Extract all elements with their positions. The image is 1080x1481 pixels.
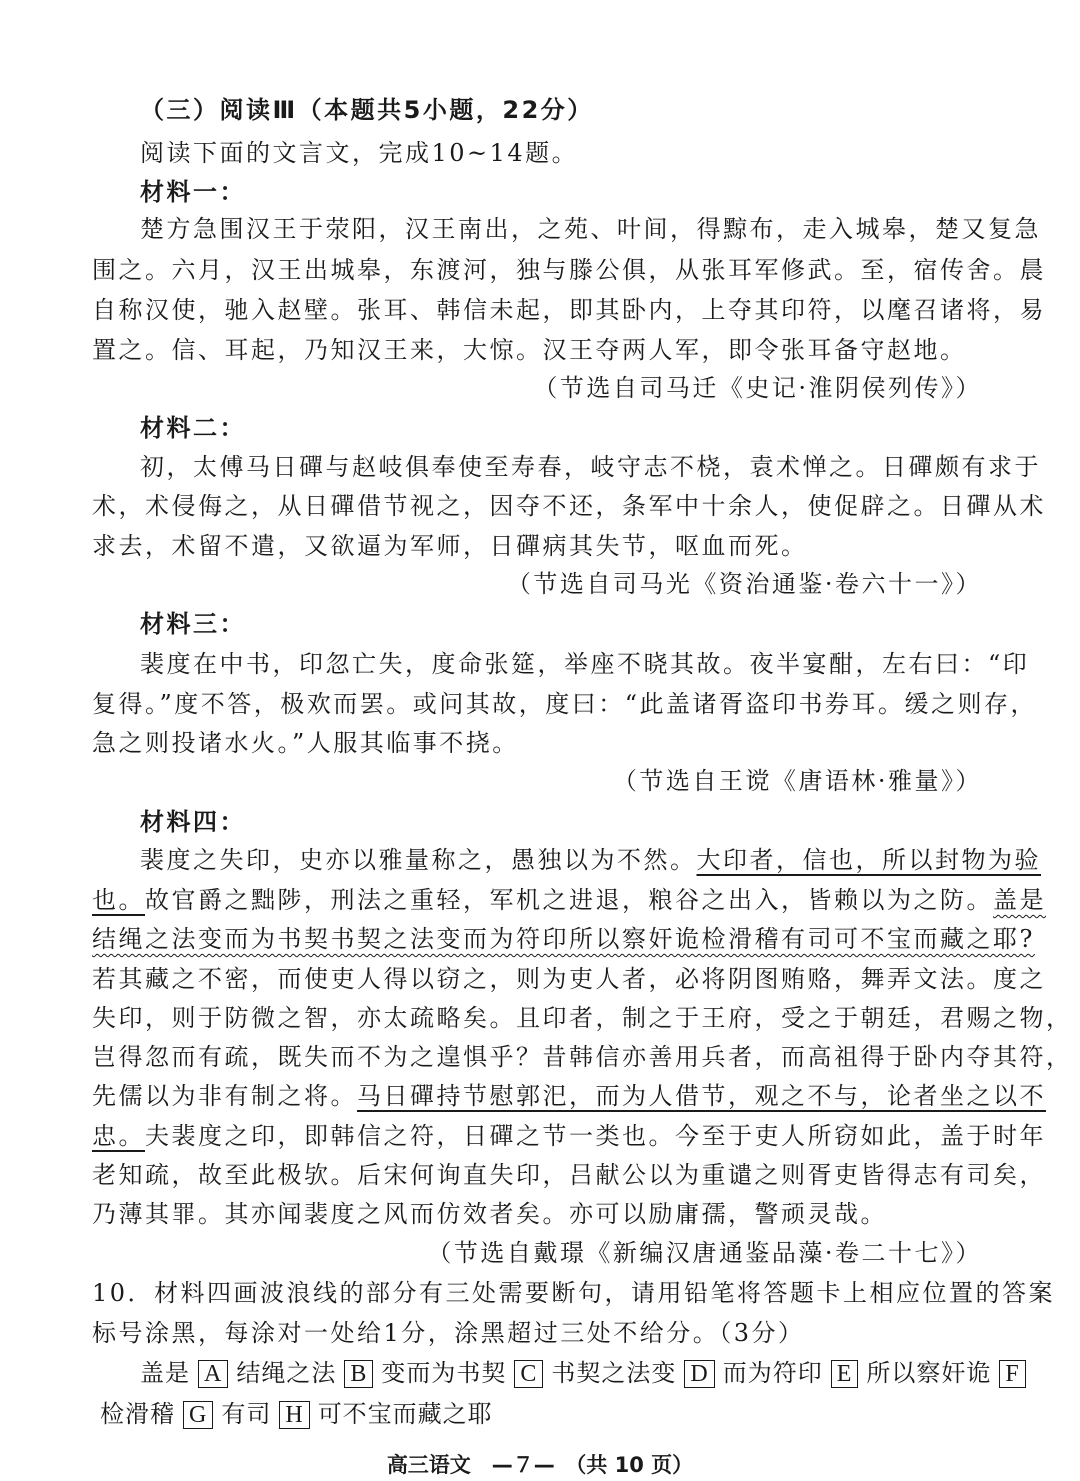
material-4-source: （节选自戴璟《新编汉唐通鉴品藻·卷二十七》） — [427, 1239, 982, 1267]
answer-option-c[interactable]: C — [514, 1360, 543, 1388]
wavy-passage: 结绳之法变而为书契书契之法变而为符印所以察奸诡检滑稽有司可不宝而藏之耶? — [92, 925, 1035, 953]
answer-segment: 变而为书契 — [381, 1359, 507, 1387]
page-footer: 高三语文 —７— （共 10 页） — [386, 1453, 694, 1477]
answer-segment: 盖是 — [140, 1359, 190, 1387]
answer-row — [100, 1398, 493, 1430]
answer-segment: 所以察奸诡 — [866, 1359, 992, 1387]
material-3-source: （节选自王谠《唐语林·雅量》） — [612, 767, 982, 795]
answer-option-h[interactable]: H — [279, 1401, 309, 1429]
material-1-source: （节选自司马迁《史记·淮阴侯列传》） — [533, 374, 982, 402]
material-4-line — [92, 1120, 1046, 1152]
material-4-line: 若其藏之不密，而使吏人得以窃之，则为吏人者，必将阴图贿赂，舞弄文法。度之 — [92, 965, 1046, 993]
material-3-line: 裴度在中书，印忽亡失，度命张筵，举座不晓其故。夜半宴酣，左右曰：“印 — [140, 650, 1030, 678]
material-1-line: 楚方急围汉王于荥阳，汉王南出，之苑、叶间，得黥布，走入城皋，楚又复急 — [140, 215, 1041, 243]
material-4-line — [140, 844, 1041, 876]
answer-segment: 有司 — [221, 1400, 272, 1428]
material-4-line — [92, 884, 1046, 916]
question-10-cont: 标号涂黑，每涂对一处给1分，涂黑超过三处不给分。（3分） — [92, 1319, 805, 1347]
material-2-line: 术，术侵侮之，从日磾借节视之，因夺不还，条军中十余人，使促辟之。日磾从术 — [92, 492, 1046, 520]
material-1-line: 自称汉使，驰入赵壁。张耳、韩信未起，即其卧内，上夺其印符，以麾召诸将，易 — [92, 296, 1046, 324]
material-4-line: 失印，则于防微之智，亦太疏略矣。且印者，制之于王府，受之于朝廷，君赐之物， — [92, 1004, 1073, 1032]
answer-segment: 而为符印 — [722, 1359, 823, 1387]
question-10: 10．材料四画波浪线的部分有三处需要断句，请用铅笔将答题卡上相应位置的答案 — [92, 1279, 1056, 1307]
underlined-sentence-1-end: 也。 — [92, 886, 145, 914]
answer-segment: 检滑稽 — [100, 1400, 175, 1428]
material-4-line — [92, 1080, 1046, 1112]
answer-option-e[interactable]: E — [831, 1360, 859, 1388]
material-4-text: 故官爵之黜陟，刑法之重轻，军机之进退，粮谷之出入，皆赖以为之防。 — [145, 886, 993, 914]
answer-row — [140, 1357, 1034, 1389]
answer-option-a[interactable]: A — [198, 1360, 228, 1388]
material-2-label: 材料二： — [140, 414, 246, 442]
underlined-sentence-2: 马日磾持节慰郭汜，而为人借节，观之不与，论者坐之以不 — [357, 1082, 1046, 1110]
material-1-line: 围之。六月，汉王出城皋，东渡河，独与滕公俱，从张耳军修武。至，宿传舍。晨 — [92, 256, 1046, 284]
material-4-text: 夫裴度之印，即韩信之符，日磾之节一类也。今至于吏人所窃如此，盖于时年 — [145, 1122, 1046, 1150]
material-4-line: 老知疏，故至此极欤。后宋何询直失印，吕献公以为重谴之则胥吏皆得志有司矣， — [92, 1161, 1046, 1189]
material-4-label: 材料四： — [140, 808, 246, 836]
material-2-source: （节选自司马光《资治通鉴·卷六十一》） — [506, 570, 982, 598]
wavy-passage-start: 盖是 — [993, 886, 1046, 914]
answer-segment: 书契之法变 — [551, 1359, 677, 1387]
section-title: （三）阅读Ⅲ（本题共5小题，22分） — [140, 96, 594, 124]
material-4-text: 裴度之失印，史亦以雅量称之，愚独以为不然。 — [140, 846, 697, 874]
instruction: 阅读下面的文言文，完成10~14题。 — [140, 139, 579, 167]
answer-option-b[interactable]: B — [344, 1360, 373, 1388]
material-1-label: 材料一： — [140, 178, 246, 206]
answer-segment: 可不宝而藏之耶 — [317, 1400, 493, 1428]
material-3-line: 急之则投诸水火。”人服其临事不挠。 — [92, 729, 519, 757]
answer-segment: 结绳之法 — [236, 1359, 337, 1387]
material-4-text: 先儒以为非有制之将。 — [92, 1082, 357, 1110]
material-2-line: 求去，术留不遣，又欲逼为军师，日磾病其失节，呕血而死。 — [92, 532, 808, 560]
material-1-line: 置之。信、耳起，乃知汉王来，大惊。汉王夺两人军，即令张耳备守赵地。 — [92, 336, 967, 364]
answer-option-d[interactable]: D — [684, 1360, 714, 1388]
material-3-label: 材料三： — [140, 610, 246, 638]
answer-option-g[interactable]: G — [183, 1401, 213, 1429]
material-3-line: 复得。”度不答，极欢而罢。或问其故，度曰：“此盖诸胥盗印书券耳。缓之则存， — [92, 690, 1038, 718]
material-2-line: 初，太傅马日磾与赵岐俱奉使至寿春，岐守志不桡，袁术惮之。日磾颇有求于 — [140, 453, 1041, 481]
underlined-sentence-1: 大印者，信也，所以封物为验 — [696, 846, 1041, 874]
material-4-line — [92, 923, 1035, 955]
material-4-line: 岂得忽而有疏，既失而不为之遑惧乎？昔韩信亦善用兵者，而高祖得于卧内夺其符， — [92, 1043, 1073, 1071]
answer-option-f[interactable]: F — [999, 1360, 1025, 1388]
material-4-line: 乃薄其罪。其亦闻裴度之风而仿效者矣。亦可以励庸孺，警顽灵哉。 — [92, 1200, 887, 1228]
underlined-sentence-2-end: 忠。 — [92, 1122, 145, 1150]
